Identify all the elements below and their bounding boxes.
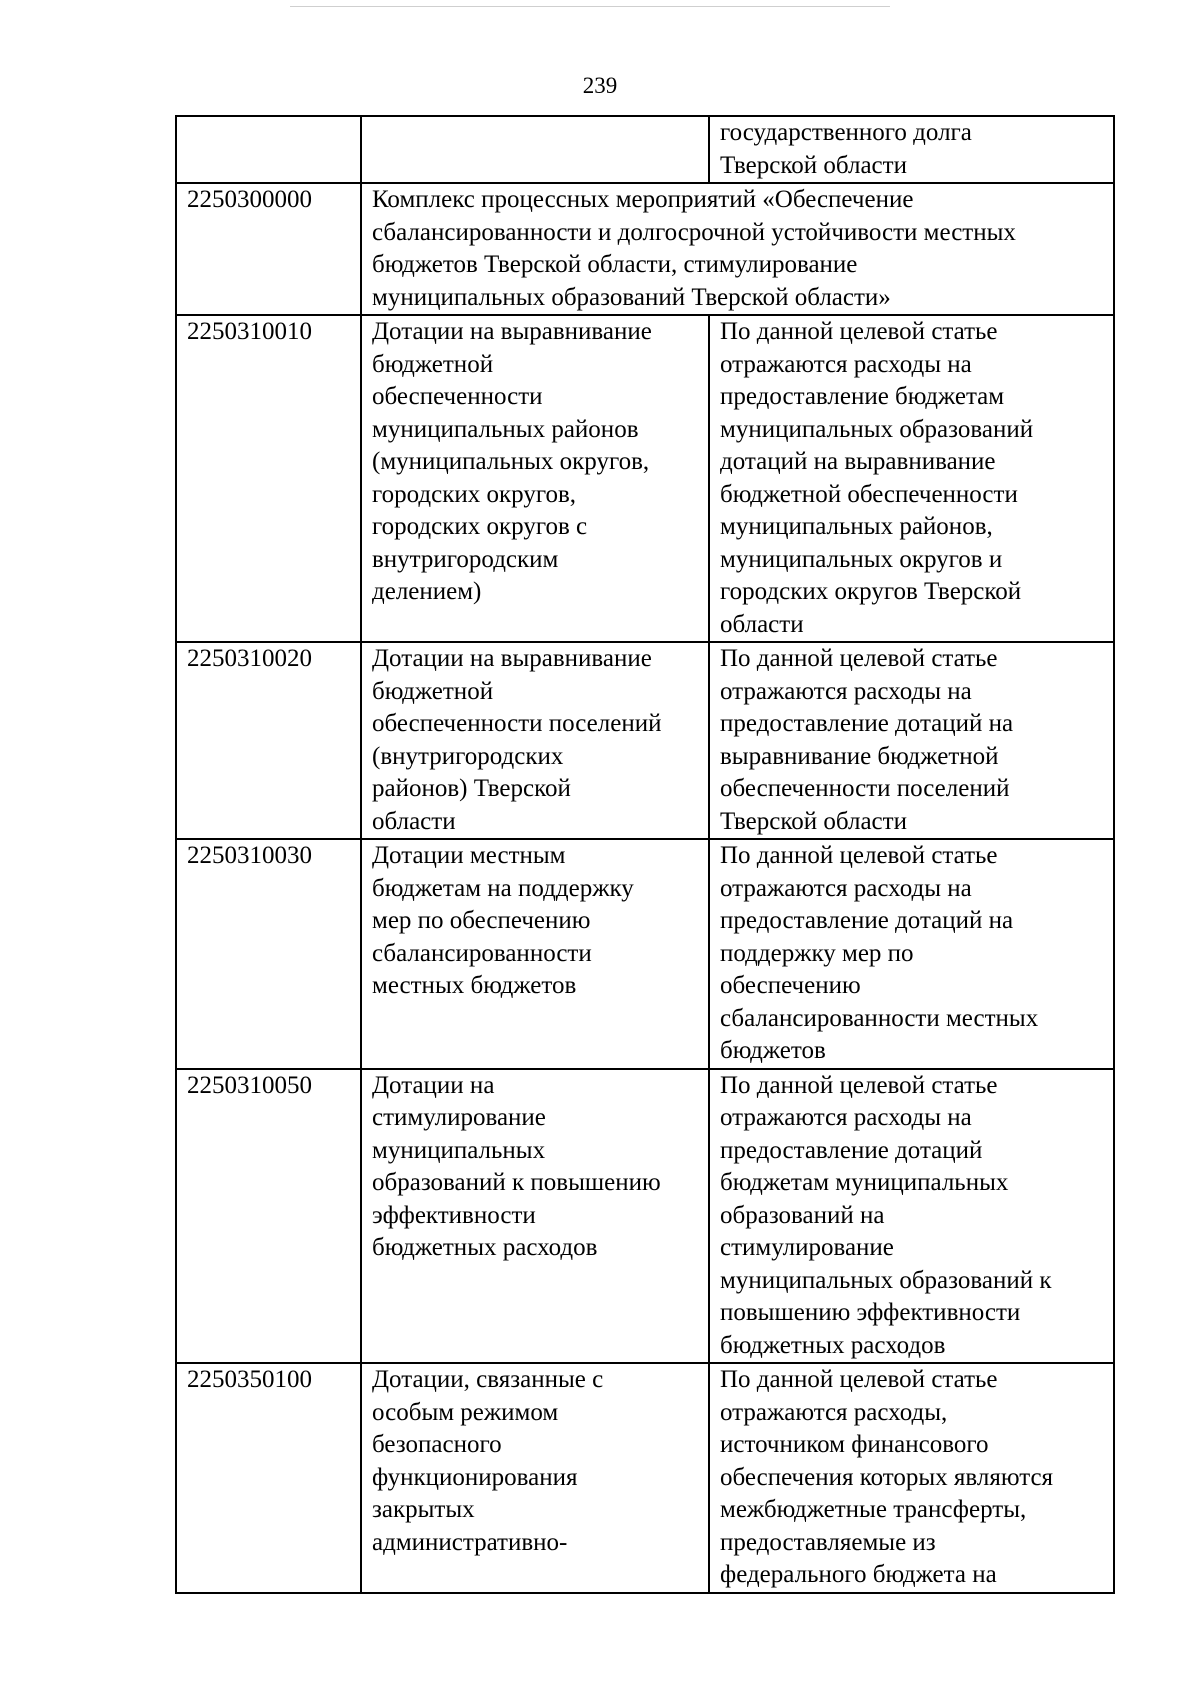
budget-classification-table <box>175 115 1115 1594</box>
row-code: 2250310020 <box>176 642 361 839</box>
table-row <box>176 1363 1114 1593</box>
row-name: Дотации, связанные с особым режимом безопасного функционирования закрытых административно- <box>361 1363 709 1593</box>
row-description: По данной целевой статье отражаются расходы на предоставление дотаций на поддержку мер по обеспечению сбалансированности местных бюджетов <box>709 839 1114 1069</box>
row-name: Дотации на стимулирование муниципальных образований к повышению эффективности бюджетных расходов <box>361 1069 709 1364</box>
row-name: Дотации на выравнивание бюджетной обеспеченности муниципальных районов (муниципальных округов, городских округов, городских округов с внутригородским делением) <box>361 315 709 642</box>
table-row <box>176 315 1114 642</box>
row-code: 2250300000 <box>176 183 361 315</box>
table-row <box>176 1069 1114 1364</box>
row-code: 2250310010 <box>176 315 361 642</box>
row-name <box>361 116 709 183</box>
row-name: Комплекс процессных мероприятий «Обеспечение сбалансированности и долгосрочной устойчивости местных бюджетов Тверской области, стимулирование муниципальных образований Тверской области» <box>361 183 1114 315</box>
table-row <box>176 183 1114 315</box>
row-name: Дотации местным бюджетам на поддержку мер по обеспечению сбалансированности местных бюджетов <box>361 839 709 1069</box>
table-row <box>176 116 1114 183</box>
table-row <box>176 642 1114 839</box>
row-description: По данной целевой статье отражаются расходы на предоставление бюджетам муниципальных образований дотаций на выравнивание бюджетной обеспеченности муниципальных районов, муниципальных округов и городских округов Тверской области <box>709 315 1114 642</box>
row-description: По данной целевой статье отражаются расходы на предоставление дотаций бюджетам муниципальных образований на стимулирование муниципальных образований к повышению эффективности бюджетных расходов <box>709 1069 1114 1364</box>
row-code: 2250310030 <box>176 839 361 1069</box>
row-description: По данной целевой статье отражаются расходы на предоставление дотаций на выравнивание бюджетной обеспеченности поселений Тверской области <box>709 642 1114 839</box>
row-name: Дотации на выравнивание бюджетной обеспеченности поселений (внутригородских районов) Тверской области <box>361 642 709 839</box>
scan-top-edge-line <box>290 6 890 7</box>
table-row <box>176 839 1114 1069</box>
row-code: 2250350100 <box>176 1363 361 1593</box>
row-description: По данной целевой статье отражаются расходы, источником финансового обеспечения которых являются межбюджетные трансферты, предоставляемые из федерального бюджета на <box>709 1363 1114 1593</box>
row-code: 2250310050 <box>176 1069 361 1364</box>
page-number: 239 <box>582 73 618 98</box>
row-description: государственного долга Тверской области <box>709 116 1114 183</box>
row-code <box>176 116 361 183</box>
